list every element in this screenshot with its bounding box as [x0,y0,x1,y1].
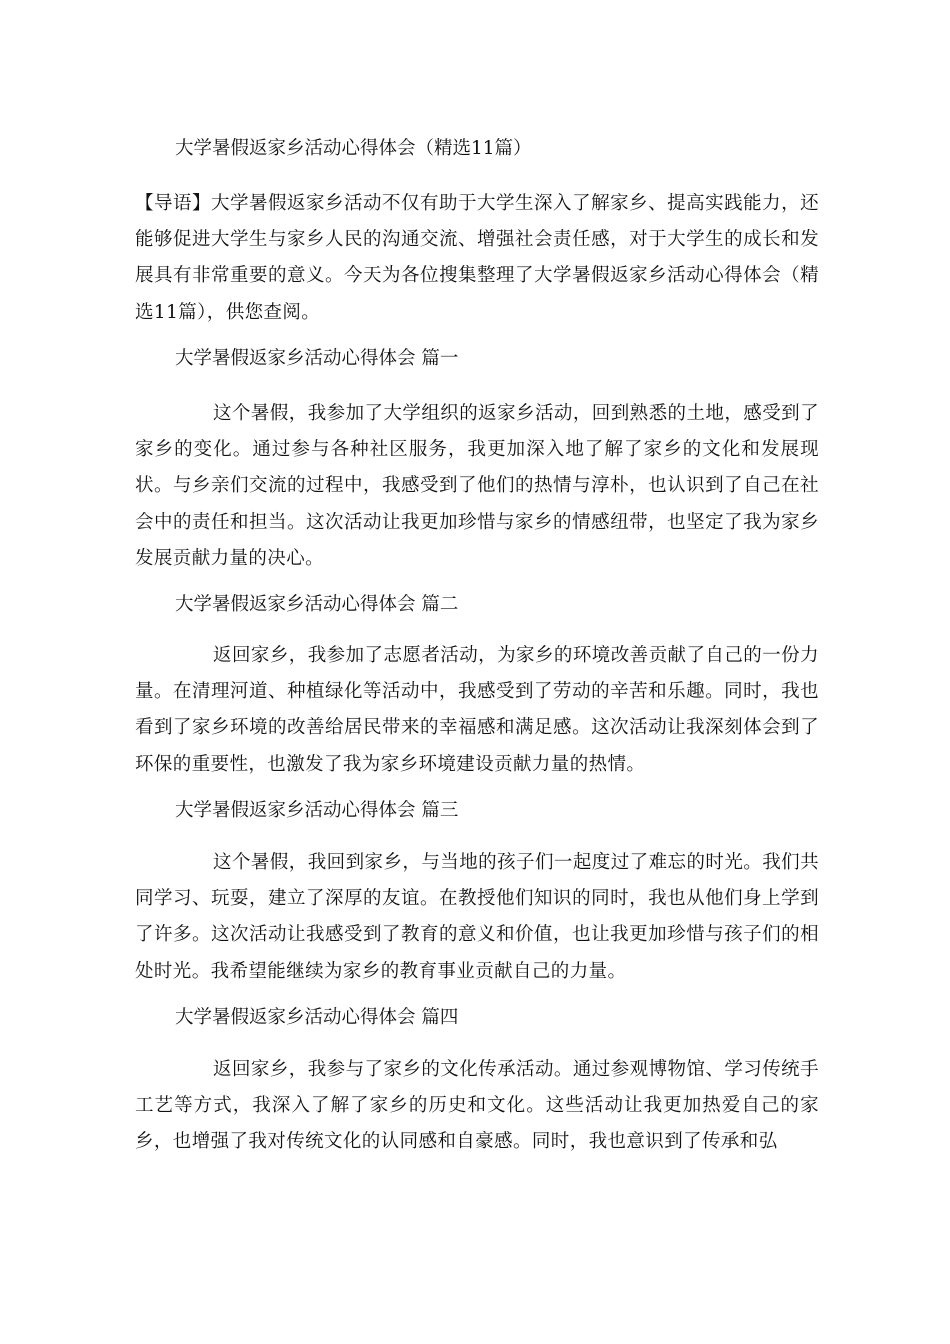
section-heading-3: 大学暑假返家乡活动心得体会 篇三 [175,800,459,821]
section-body-2: 返回家乡，我参加了志愿者活动，为家乡的环境改善贡献了自己的一份力量。在清理河道、种植绿化等活动中，我感受到了劳动的辛苦和乐趣。同时，我也看到了家乡环境的改善给居民带来的幸福感和满足感。这次活动让我深刻体会到了环保的重要性，也激发了我为家乡环境建设贡献力量的热情。 [135,645,819,775]
section-body-1: 这个暑假，我参加了大学组织的返家乡活动，回到熟悉的土地，感受到了家乡的变化。通过参与各种社区服务，我更加深入地了解了家乡的文化和发展现状。与乡亲们交流的过程中，我感受到了他们的热情与淳朴，也认识到了自己在社会中的责任和担当。这次活动让我更加珍惜与家乡的情感纽带，也坚定了我为家乡发展贡献力量的决心。 [135,403,819,569]
section-heading-2: 大学暑假返家乡活动心得体会 篇二 [175,594,459,615]
section-heading-4: 大学暑假返家乡活动心得体会 篇四 [175,1007,459,1028]
intro-paragraph: 【导语】大学暑假返家乡活动不仅有助于大学生深入了解家乡、提高实践能力，还能够促进大学生与家乡人民的沟通交流、增强社会责任感，对于大学生的成长和发展具有非常重要的意义。今天为各位搜集整理了大学暑假返家乡活动心得体会（精选11篇），供您查阅。 [135,193,819,323]
section-body-3: 这个暑假，我回到家乡，与当地的孩子们一起度过了难忘的时光。我们共同学习、玩耍，建立了深厚的友谊。在教授他们知识的同时，我也从他们身上学到了许多。这次活动让我感受到了教育的意义和价值，也让我更加珍惜与孩子们的相处时光。我希望能继续为家乡的教育事业贡献自己的力量。 [135,852,819,982]
section-heading-1: 大学暑假返家乡活动心得体会 篇一 [175,348,459,369]
document-title: 大学暑假返家乡活动心得体会（精选11篇） [175,138,532,159]
section-body-4: 返回家乡，我参与了家乡的文化传承活动。通过参观博物馆、学习传统手工艺等方式，我深入了解了家乡的历史和文化。这些活动让我更加热爱自己的家乡，也增强了我对传统文化的认同感和自豪感。同时，我也意识到了传承和弘 [135,1059,819,1153]
